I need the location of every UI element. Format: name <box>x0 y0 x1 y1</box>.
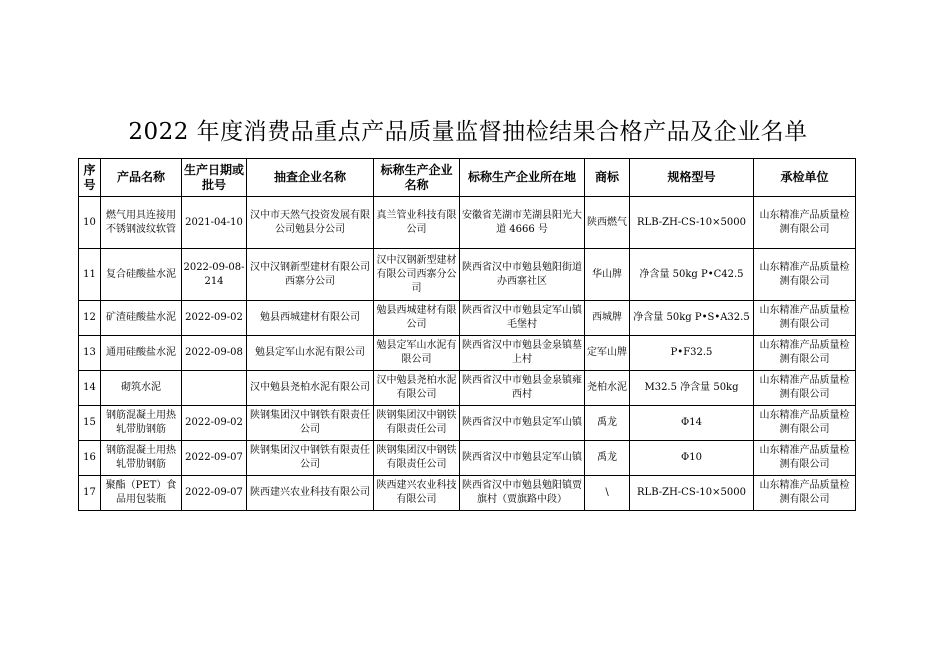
table-row <box>79 476 856 511</box>
cell-no: 12 <box>79 301 101 336</box>
cell-brand: 定军山牌 <box>585 336 630 371</box>
cell-product: 通用硅酸盐水泥 <box>101 336 182 371</box>
cell-no: 16 <box>79 441 101 476</box>
cell-location: 安徽省芜湖市芜湖县阳光大道 4666 号 <box>460 197 585 249</box>
cell-lab: 山东精准产品质量检测有限公司 <box>754 336 856 371</box>
cell-maker: 汉中勉县尧柏水泥有限公司 <box>374 371 460 406</box>
cell-lab: 山东精准产品质量检测有限公司 <box>754 371 856 406</box>
cell-product: 聚酯（PET）食品用包装瓶 <box>101 476 182 511</box>
table-row <box>79 336 856 371</box>
cell-spec: Φ10 <box>630 441 754 476</box>
cell-brand: 陕西燃气 <box>585 197 630 249</box>
cell-company: 汉中市天然气投资发展有限公司勉县分公司 <box>247 197 374 249</box>
cell-location: 陕西省汉中市勉县勉阳镇贾旗村（贾旗路中段） <box>460 476 585 511</box>
table-header-row <box>79 159 856 197</box>
cell-location: 陕西省汉中市勉县勉阳街道办西寨社区 <box>460 249 585 301</box>
cell-date: 2021-04-10 <box>182 197 247 249</box>
cell-lab: 山东精准产品质量检测有限公司 <box>754 197 856 249</box>
cell-company: 勉县定军山水泥有限公司 <box>247 336 374 371</box>
cell-spec: RLB-ZH-CS-10×5000 <box>630 197 754 249</box>
cell-location: 陕西省汉中市勉县金泉镇雍西村 <box>460 371 585 406</box>
table-row <box>79 371 856 406</box>
cell-product: 钢筋混凝土用热轧带肋钢筋 <box>101 441 182 476</box>
cell-spec: 净含量 50kg P•S•A32.5 <box>630 301 754 336</box>
cell-spec: 净含量 50kg P•C42.5 <box>630 249 754 301</box>
cell-product: 燃气用具连接用不锈钢波纹软管 <box>101 197 182 249</box>
header-no: 序号 <box>79 159 101 197</box>
cell-spec: RLB-ZH-CS-10×5000 <box>630 476 754 511</box>
cell-brand: 禹龙 <box>585 441 630 476</box>
table-row <box>79 249 856 301</box>
cell-date: 2022-09-07 <box>182 441 247 476</box>
header-product: 产品名称 <box>101 159 182 197</box>
cell-lab: 山东精准产品质量检测有限公司 <box>754 476 856 511</box>
cell-date: 2022-09-02 <box>182 301 247 336</box>
cell-location: 陕西省汉中市勉县定军山镇 <box>460 441 585 476</box>
cell-lab: 山东精准产品质量检测有限公司 <box>754 406 856 441</box>
table-row <box>79 197 856 249</box>
cell-maker: 陕西建兴农业科技有限公司 <box>374 476 460 511</box>
cell-location: 陕西省汉中市勉县定军山镇毛堡村 <box>460 301 585 336</box>
cell-brand: 西城牌 <box>585 301 630 336</box>
cell-no: 11 <box>79 249 101 301</box>
header-maker: 标称生产企业名称 <box>374 159 460 197</box>
cell-lab: 山东精准产品质量检测有限公司 <box>754 249 856 301</box>
document-title: 2022 年度消费品重点产品质量监督抽检结果合格产品及企业名单 <box>128 119 808 145</box>
cell-spec: P•F32.5 <box>630 336 754 371</box>
cell-company: 陕钢集团汉中钢铁有限责任公司 <box>247 441 374 476</box>
cell-maker: 汉中汉钢新型建材有限公司西寨分公司 <box>374 249 460 301</box>
cell-no: 10 <box>79 197 101 249</box>
cell-company: 陕钢集团汉中钢铁有限责任公司 <box>247 406 374 441</box>
cell-product: 砌筑水泥 <box>101 371 182 406</box>
cell-maker: 勉县定军山水泥有限公司 <box>374 336 460 371</box>
cell-lab: 山东精准产品质量检测有限公司 <box>754 301 856 336</box>
cell-company: 汉中汉钢新型建材有限公司西寨分公司 <box>247 249 374 301</box>
cell-brand: 尧柏水泥 <box>585 371 630 406</box>
cell-maker: 勉县西城建材有限公司 <box>374 301 460 336</box>
cell-brand: 华山牌 <box>585 249 630 301</box>
table-row <box>79 441 856 476</box>
cell-date: 2022-09-07 <box>182 476 247 511</box>
table-row <box>79 406 856 441</box>
header-company: 抽查企业名称 <box>247 159 374 197</box>
cell-date: 2022-09-02 <box>182 406 247 441</box>
cell-no: 15 <box>79 406 101 441</box>
cell-maker: 陕钢集团汉中钢铁有限责任公司 <box>374 406 460 441</box>
cell-brand: \ <box>585 476 630 511</box>
cell-brand: 禹龙 <box>585 406 630 441</box>
cell-product: 矿渣硅酸盐水泥 <box>101 301 182 336</box>
cell-spec: M32.5 净含量 50kg <box>630 371 754 406</box>
cell-product: 钢筋混凝土用热轧带肋钢筋 <box>101 406 182 441</box>
cell-location: 陕西省汉中市勉县金泉镇墓上村 <box>460 336 585 371</box>
cell-maker: 陕钢集团汉中钢铁有限责任公司 <box>374 441 460 476</box>
header-date: 生产日期或批号 <box>182 159 247 197</box>
header-location: 标称生产企业所在地 <box>460 159 585 197</box>
cell-company: 勉县西城建材有限公司 <box>247 301 374 336</box>
cell-lab: 山东精准产品质量检测有限公司 <box>754 441 856 476</box>
cell-spec: Φ14 <box>630 406 754 441</box>
table-row <box>79 301 856 336</box>
cell-location: 陕西省汉中市勉县定军山镇 <box>460 406 585 441</box>
cell-company: 汉中勉县尧柏水泥有限公司 <box>247 371 374 406</box>
cell-no: 13 <box>79 336 101 371</box>
cell-date: 2022-09-08-214 <box>182 249 247 301</box>
cell-maker: 真兰管业科技有限公司 <box>374 197 460 249</box>
results-table <box>78 158 856 511</box>
cell-no: 17 <box>79 476 101 511</box>
header-brand: 商标 <box>585 159 630 197</box>
cell-product: 复合硅酸盐水泥 <box>101 249 182 301</box>
header-spec: 规格型号 <box>630 159 754 197</box>
cell-no: 14 <box>79 371 101 406</box>
cell-date: 2022-09-08 <box>182 336 247 371</box>
cell-date <box>182 371 247 406</box>
header-lab: 承检单位 <box>754 159 856 197</box>
cell-company: 陕西建兴农业科技有限公司 <box>247 476 374 511</box>
